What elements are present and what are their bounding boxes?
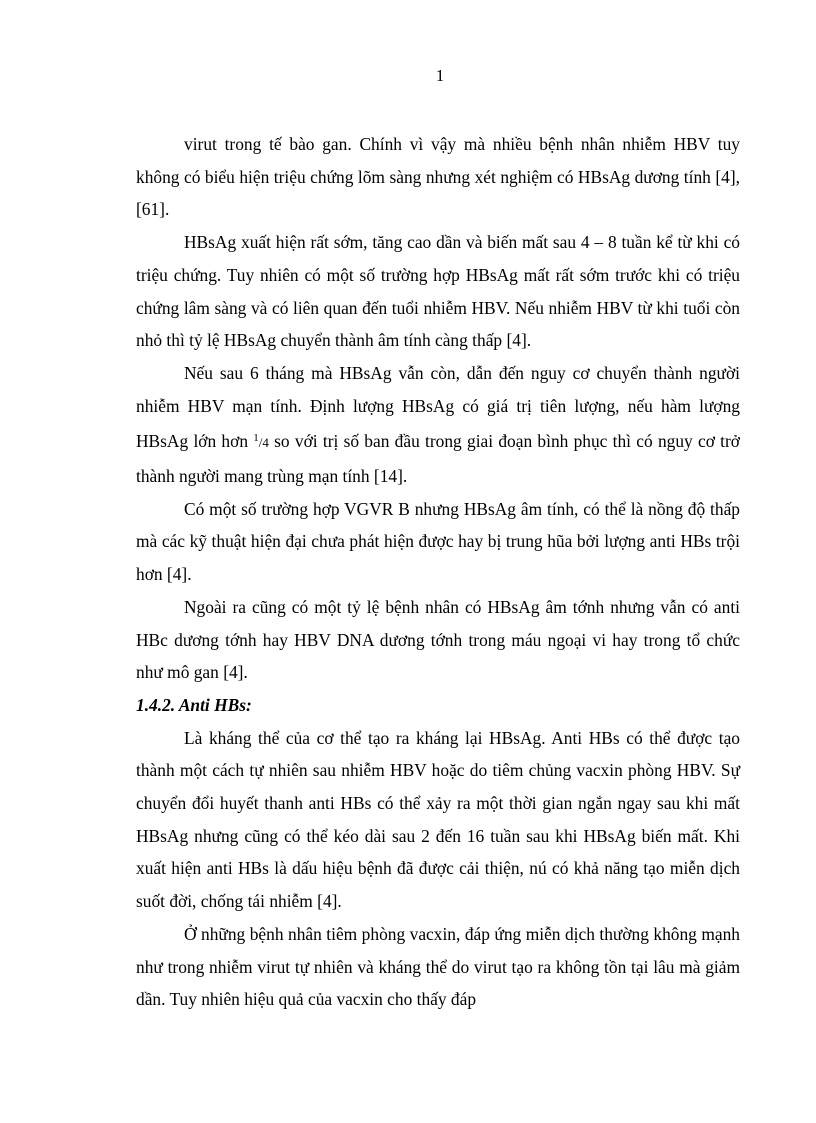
- fraction-numerator: 1: [253, 432, 259, 445]
- paragraph-2: HBsAg xuất hiện rất sớm, tăng cao dần và biến mất sau 4 – 8 tuần kể từ khi có triệu chứng. Tuy nhiên có một số trường hợp HBsAg mất rất sớm trước khi có triệu chứng lâm sàng và có liên quan đến tuổi nhiễm HBV. Nếu nhiễm HBV từ khi tuổi còn nhỏ thì tỷ lệ HBsAg chuyển thành âm tính càng thấp [4].: [136, 232, 740, 351]
- paragraph-4: Có một số trường hợp VGVR B nhưng HBsAg âm tính, có thể là nồng độ thấp mà các kỹ thuật hiện đại chưa phát hiện được hay bị trung hũa bởi lượng anti HBs trội hơn [4].: [136, 498, 740, 585]
- document-body: [136, 128, 740, 1016]
- section-heading: 1.4.2. Anti HBs:: [136, 694, 252, 715]
- paragraph-5: Ngoài ra cũng có một tỷ lệ bệnh nhân có HBsAg âm tớnh nhưng vẫn có anti HBc dương tớnh hay HBV DNA dương tớnh trong máu ngoại vi hay trong tổ chức như mô gan [4].: [136, 596, 740, 683]
- paragraph-6: Là kháng thể của cơ thể tạo ra kháng lại HBsAg. Anti HBs có thể được tạo thành một cách tự nhiên sau nhiễm HBV hoặc do tiêm chủng vacxin phòng HBV. Sự chuyển đổi huyết thanh anti HBs có thể xảy ra một thời gian ngắn ngay sau khi mất HBsAg nhưng cũng có thể kéo dài sau 2 đến 16 tuần sau khi HBsAg biến mất. Khi xuất hiện anti HBs là dấu hiệu bệnh đã được cải thiện, nú có khả năng tạo miễn dịch suốt đời, chống tái nhiễm [4].: [136, 727, 740, 912]
- paragraph-3-text-end: so với trị số ban đầu trong giai đoạn bình phục thì có nguy cơ trở thành người mang trùng mạn tính [14].: [136, 431, 740, 487]
- fraction-separator: /: [258, 435, 263, 451]
- paragraph-7: Ở những bệnh nhân tiêm phòng vacxin, đáp ứng miễn dịch thường không mạnh như trong nhiễm virut tự nhiên và kháng thể do virut tạo ra không tồn tại lâu mà giảm dần. Tuy nhiên hiệu quả của vacxin cho thấy đáp: [136, 923, 740, 1010]
- paragraph-3: [136, 357, 740, 493]
- fraction-denominator: 4: [262, 435, 269, 451]
- page-number: 1: [435, 66, 445, 85]
- paragraph-3-text-start: Nếu sau 6 tháng mà HBsAg vẫn còn, dẫn đến nguy cơ chuyển thành người nhiễm HBV mạn tính. Định lượng HBsAg có giá trị tiên lượng, nếu hàm lượng HBsAg lớn hơn: [136, 362, 740, 452]
- paragraph-1: virut trong tế bào gan. Chính vì vậy mà nhiều bệnh nhân nhiễm HBV tuy không có biểu hiện triệu chứng lõm sàng nhưng xét nghiệm có HBsAg dương tính [4],[61].: [136, 134, 740, 220]
